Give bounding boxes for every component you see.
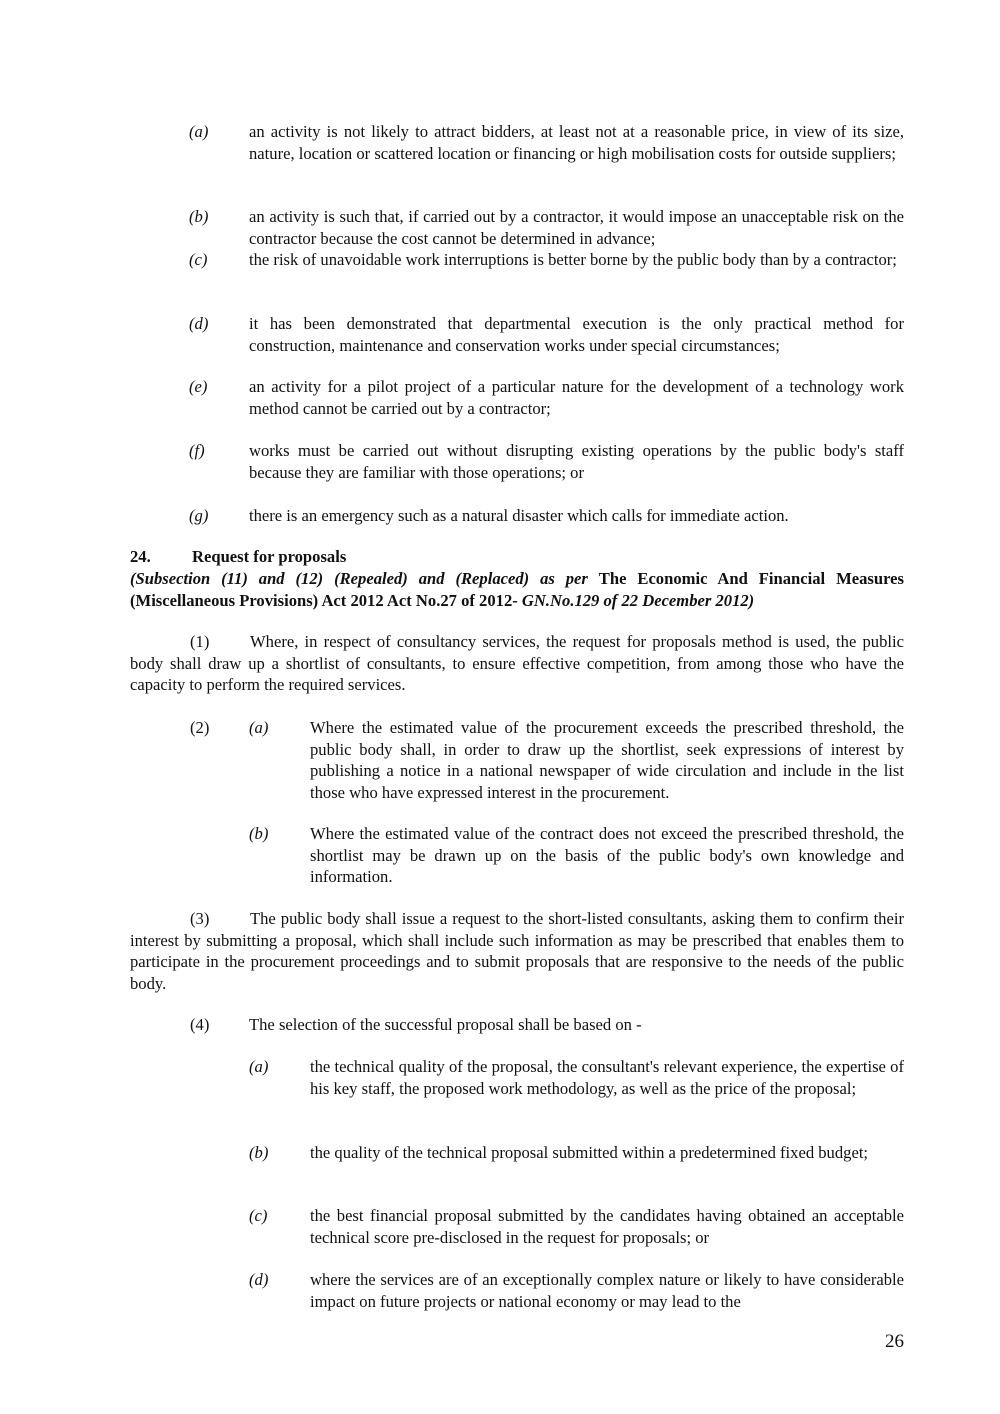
section-heading (130, 546, 346, 568)
item-label: (b) (249, 1143, 269, 1162)
item-label: (b) (189, 207, 209, 226)
subsection-number: (2) (190, 718, 210, 737)
item-text: the best financial proposal submitted by the candidates having obtained an acceptable technical score pre-disclosed in the request for proposals; or (310, 1206, 904, 1247)
item-text: it has been demonstrated that departmental execution is the only practical method for construction, maintenance and conservation works under special circumstances; (249, 314, 904, 355)
item-text: the risk of unavoidable work interruptions is better borne by the public body than by a contractor; (249, 250, 897, 269)
subsection-intro: The selection of the successful proposal shall be based on - (249, 1015, 642, 1034)
item-text: works must be carried out without disrupting existing operations by the public body's staff because they are familiar with those operations; or (249, 441, 904, 482)
subsection-number: (3) (190, 909, 210, 928)
item-text: Where the estimated value of the contract does not exceed the prescribed threshold, the shortlist may be drawn up on the basis of the public body's own knowledge and information. (310, 824, 904, 886)
page-number: 26 (885, 1331, 904, 1352)
item-text: there is an emergency such as a natural disaster which calls for immediate action. (249, 506, 789, 525)
item-label: (a) (249, 1057, 269, 1076)
item-label: (d) (189, 314, 209, 333)
item-text: an activity is such that, if carried out by a contractor, it would impose an unacceptable risk on the contractor because the cost cannot be determined in advance; (249, 207, 904, 248)
subsection-1 (130, 631, 904, 696)
item-label: (g) (189, 506, 209, 525)
item-label: (c) (249, 1206, 268, 1225)
subsection-number: (1) (190, 632, 210, 651)
amendment-note: (Subsection (11) and (12) (Repealed) and (Replaced) as per The Economic And Financial Measures (Miscellaneous Provisions) Act 2012 Act No.27 of 2012- GN.No.129 of 22 December 2012) (130, 569, 904, 610)
item-label: (c) (189, 250, 208, 269)
item-text: an activity is not likely to attract bidders, at least not at a reasonable price, in view of its size, nature, location or scattered location or financing or high mobilisation costs for outside suppliers; (249, 122, 904, 163)
item-label: (d) (249, 1270, 269, 1289)
item-label: (b) (249, 824, 269, 843)
section-number: 24. (130, 547, 151, 566)
subsection-text: The public body shall issue a request to the short-listed consultants, asking them to confirm their interest by submitting a proposal, which shall include such information as may be prescribed that enables them to participate in the procurement proceedings and to submit proposals that are responsive to the needs of the public body. (130, 909, 904, 993)
item-label: (a) (189, 122, 209, 141)
subsection-text: Where, in respect of consultancy services, the request for proposals method is used, the public body shall draw up a shortlist of consultants, to ensure effective competition, from among those who have the capacity to perform the required services. (130, 632, 904, 694)
item-text: the quality of the technical proposal submitted within a predetermined fixed budget; (310, 1143, 869, 1162)
subsection-3 (130, 908, 904, 994)
item-text: the technical quality of the proposal, the consultant's relevant experience, the expertise of his key staff, the proposed work methodology, as well as the price of the proposal; (310, 1057, 904, 1098)
item-label: (f) (189, 441, 205, 460)
section-title: Request for proposals (192, 547, 347, 566)
item-text: an activity for a pilot project of a particular nature for the development of a technology work method cannot be carried out by a contractor; (249, 377, 904, 418)
item-text: where the services are of an exceptionally complex nature or likely to have considerable impact on future projects or national economy or may lead to the (310, 1270, 904, 1311)
item-label: (e) (189, 377, 208, 396)
item-label: (a) (249, 718, 269, 737)
subsection-number: (4) (190, 1015, 210, 1034)
item-text: Where the estimated value of the procurement exceeds the prescribed threshold, the public body shall, in order to draw up the shortlist, seek expressions of interest by publishing a notice in a national newspaper of wide circulation and include in the list those who have expressed interest in the procurement. (310, 718, 904, 802)
